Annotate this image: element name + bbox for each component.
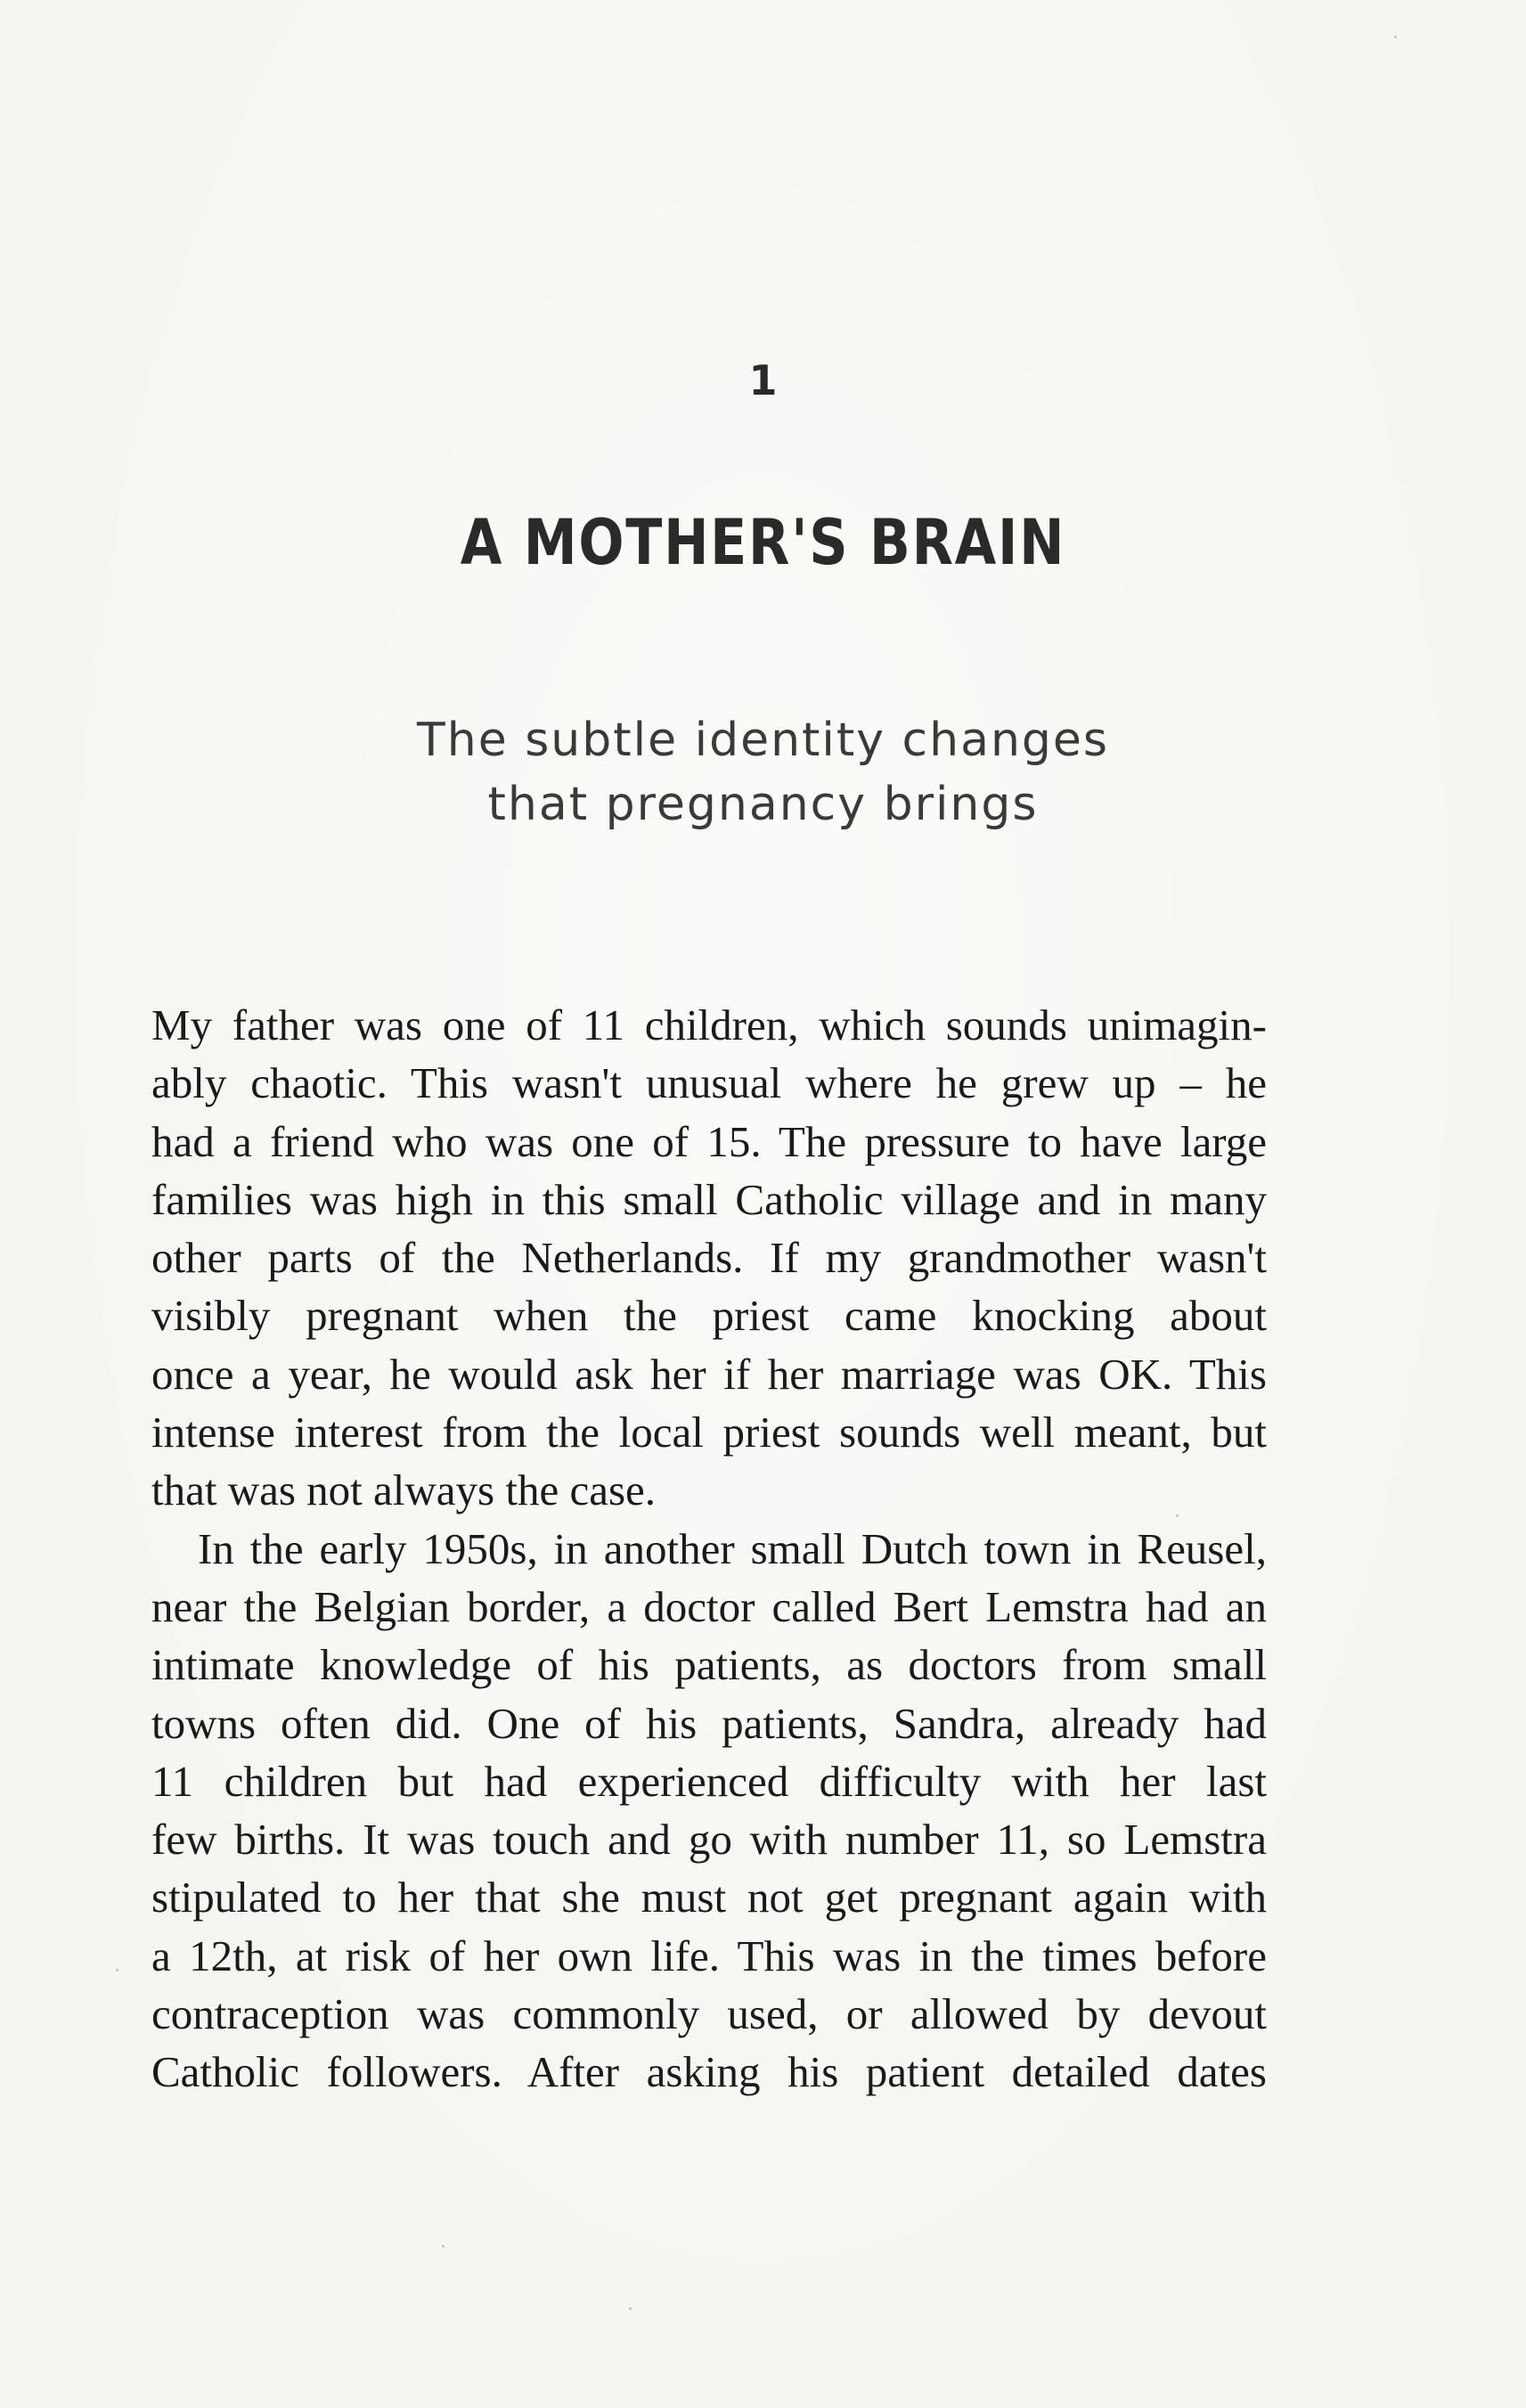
body-line: other parts of the Netherlands. If my grandmother wasn't bbox=[151, 1233, 1267, 1283]
body-line: stipulated to her that she must not get pregnant again with bbox=[151, 1873, 1267, 1922]
body-line: 11 children but had experienced difficulty with her last bbox=[151, 1756, 1267, 1806]
body-line: near the Belgian border, a doctor called Bert Lemstra had an bbox=[151, 1581, 1267, 1631]
scan-speck bbox=[1176, 1514, 1179, 1517]
body-line: In the early 1950s, in another small Dutch town in Reusel, bbox=[198, 1523, 1267, 1573]
scan-speck bbox=[629, 2307, 632, 2310]
body-line: intense interest from the local priest sounds well meant, but bbox=[151, 1408, 1267, 1457]
subtitle-line-1: The subtle identity changes bbox=[416, 714, 1110, 767]
body-line: contraception was commonly used, or allowed by devout bbox=[151, 1989, 1267, 2039]
chapter-title: A MOTHER'S BRAIN bbox=[460, 506, 1066, 579]
scan-speck bbox=[1394, 36, 1397, 38]
body-line: intimate knowledge of his patients, as doctors from small bbox=[151, 1640, 1267, 1690]
scan-speck bbox=[116, 1969, 118, 1971]
body-line: that was not always the case. bbox=[151, 1465, 657, 1515]
body-line: ably chaotic. This wasn't unusual where he grew up – he bbox=[151, 1058, 1267, 1108]
chapter-subtitle bbox=[0, 708, 1526, 837]
body-line: families was high in this small Catholic village and in many bbox=[151, 1174, 1267, 1224]
body-line: visibly pregnant when the priest came knocking about bbox=[151, 1291, 1267, 1341]
body-line: My father was one of 11 children, which sounds unimagin- bbox=[151, 1000, 1267, 1049]
body-line: a 12th, at risk of her own life. This was in the times before bbox=[151, 1930, 1267, 1980]
body-line: Catholic followers. After asking his patient detailed dates bbox=[151, 2047, 1267, 2097]
chapter-number: 1 bbox=[748, 356, 778, 404]
subtitle-line-2: that pregnancy brings bbox=[487, 778, 1039, 831]
scan-speck bbox=[442, 2245, 445, 2248]
body-line: once a year, he would ask her if her marriage was OK. This bbox=[151, 1349, 1267, 1399]
body-text bbox=[151, 996, 1267, 2102]
body-line: had a friend who was one of 15. The pressure to have large bbox=[151, 1116, 1267, 1166]
body-line: towns often did. One of his patients, Sandra, already had bbox=[151, 1698, 1267, 1748]
body-line: few births. It was touch and go with number 11, so Lemstra bbox=[151, 1815, 1267, 1865]
